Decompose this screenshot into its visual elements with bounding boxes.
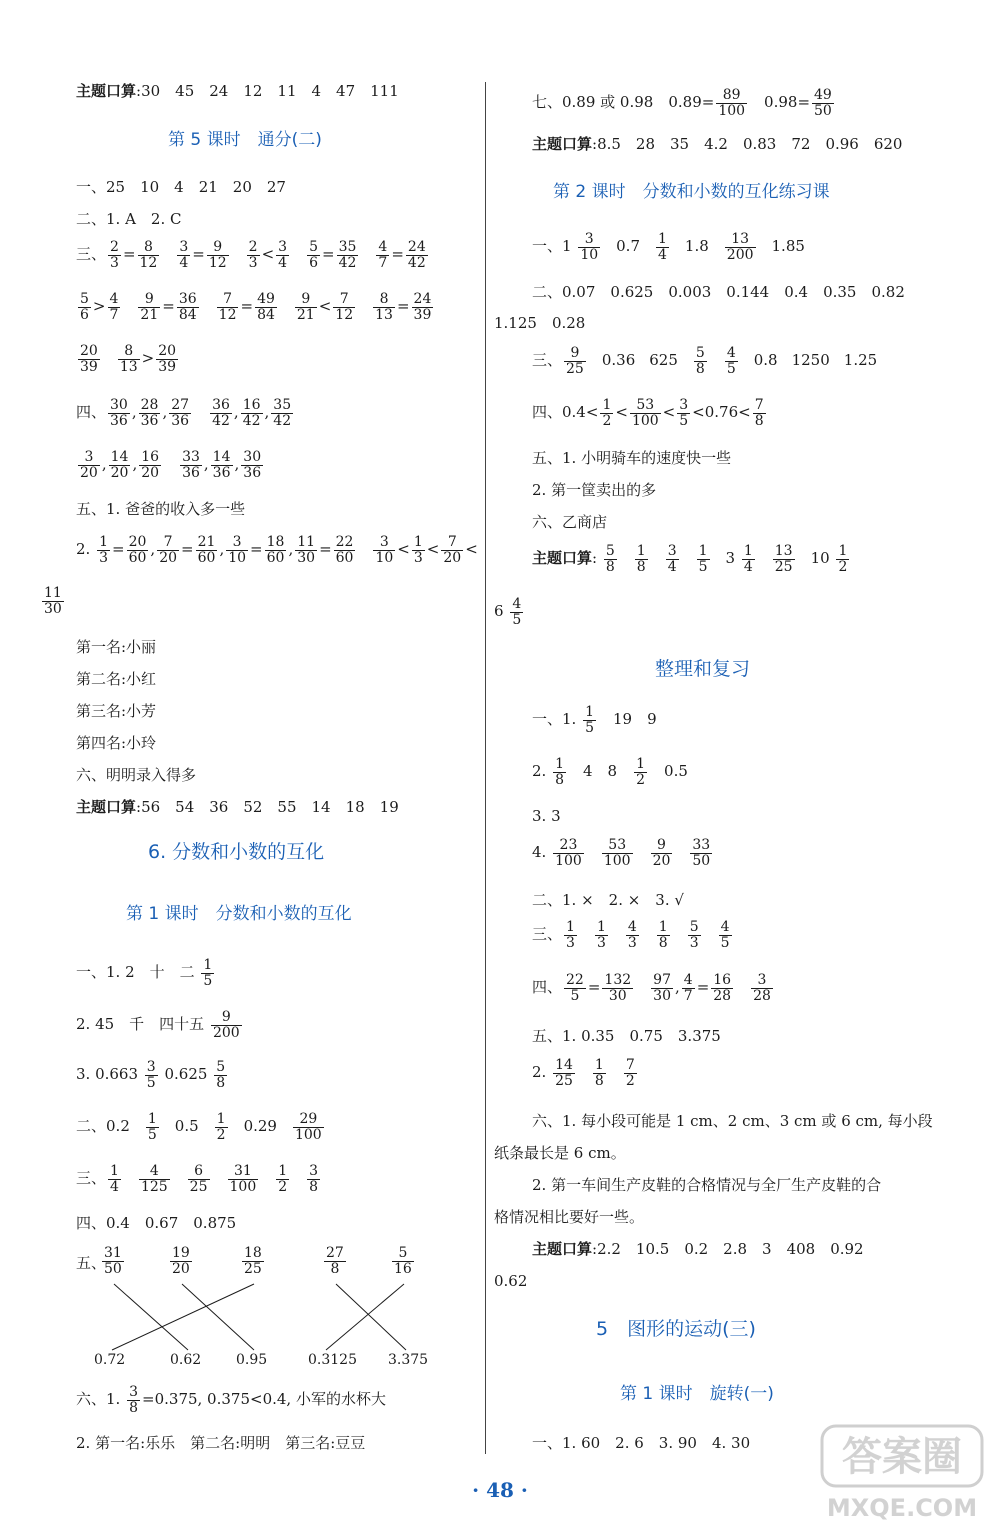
u6-q6-2: 2. 第一名:乐乐 第二名:明明 第三名:豆豆 bbox=[76, 1434, 366, 1452]
lesson2-heading: 第 2 课时 分数和小数的互化练习课 bbox=[553, 182, 830, 202]
l2-q6: 六、乙商店 bbox=[532, 513, 608, 531]
l2-q5-2: 2. 第一筐卖出的多 bbox=[532, 481, 657, 499]
rv-q5-2 bbox=[532, 1058, 639, 1088]
match-top-fraction: 18 25 bbox=[244, 1245, 262, 1277]
text: < bbox=[662, 403, 676, 422]
fraction: $\frac{36}{84}$ bbox=[178, 291, 197, 323]
fraction: $\frac{4}{7}$ bbox=[378, 239, 388, 271]
fraction: $\frac{3}{20}$ bbox=[80, 449, 98, 481]
rv-q4 bbox=[532, 973, 775, 1003]
u6-q4: 四、0.4 0.67 0.875 bbox=[76, 1214, 237, 1232]
fraction: $\frac{35}{42}$ bbox=[273, 397, 292, 429]
fraction: $\frac{7}{20}$ bbox=[443, 534, 462, 566]
text: , bbox=[203, 455, 209, 474]
fraction: $\frac{7}{8}$ bbox=[754, 397, 764, 429]
oral-calc-4-tail bbox=[494, 597, 525, 627]
fraction: $\frac{22}{60}$ bbox=[335, 534, 354, 566]
text: , bbox=[674, 978, 680, 997]
unit6-heading: 6. 分数和小数的互化 bbox=[148, 841, 325, 863]
fraction: $\frac{31}{100}$ bbox=[229, 1163, 257, 1195]
fraction: $\frac{53}{100}$ bbox=[603, 837, 631, 869]
watermark-url: MXQE.COM bbox=[826, 1494, 978, 1522]
text: = bbox=[587, 978, 601, 997]
match-line bbox=[182, 1284, 254, 1350]
match-top-fraction: 31 50 bbox=[104, 1245, 122, 1277]
fraction: $\frac{97}{30}$ bbox=[653, 972, 671, 1004]
fraction: $\frac{28}{36}$ bbox=[140, 397, 159, 429]
u6-q6-1 bbox=[76, 1385, 386, 1415]
fraction: $\frac{1}{2}$ bbox=[278, 1163, 288, 1195]
fraction: $\frac{7}{2}$ bbox=[625, 1057, 635, 1089]
text: 四、 bbox=[76, 403, 107, 422]
text: 七、0.89 或 0.98 0.89= bbox=[532, 93, 715, 112]
text: > bbox=[92, 297, 106, 316]
rv-q6-2-cont: 格情况相比要好一些。 bbox=[494, 1208, 645, 1226]
text: 1.25 bbox=[843, 351, 878, 370]
fraction: $\frac{49}{84}$ bbox=[257, 291, 275, 323]
fraction: $\frac{5}{8}$ bbox=[605, 543, 615, 575]
match-top-fraction: 27 8 bbox=[326, 1245, 344, 1277]
fraction: $\frac{29}{100}$ bbox=[294, 1111, 322, 1143]
u6-q1-1 bbox=[76, 958, 216, 988]
rv-q3 bbox=[532, 920, 734, 950]
text: , bbox=[264, 403, 270, 422]
watermark-logo bbox=[812, 1418, 992, 1528]
text: = bbox=[122, 245, 136, 264]
fraction: $\frac{9}{25}$ bbox=[566, 345, 584, 377]
fraction: $\frac{1}{4}$ bbox=[658, 231, 667, 263]
unit5-heading: 5 图形的运动(三) bbox=[596, 1318, 756, 1340]
text: 1.8 bbox=[684, 237, 709, 256]
text: 19 9 bbox=[598, 710, 657, 729]
text: 4. bbox=[532, 843, 552, 862]
text: 0.5 bbox=[649, 762, 688, 781]
fraction: $\frac{9}{12}$ bbox=[208, 239, 227, 271]
text: 三、 bbox=[76, 245, 107, 264]
fraction: $\frac{24}{42}$ bbox=[407, 239, 426, 271]
text: 0.29 bbox=[243, 1117, 277, 1136]
fraction: $\frac{1}{4}$ bbox=[743, 543, 753, 575]
text: 六、1. bbox=[76, 1390, 126, 1409]
l2-q4 bbox=[532, 398, 768, 428]
fraction: $\frac{3}{4}$ bbox=[667, 543, 677, 575]
text: 三、 bbox=[532, 351, 563, 370]
fraction: $\frac{3}{5}$ bbox=[146, 1059, 156, 1091]
fraction: $\frac{7}{12}$ bbox=[218, 291, 237, 323]
fraction: $\frac{8}{12}$ bbox=[139, 239, 158, 271]
fraction: $\frac{14}{20}$ bbox=[110, 449, 129, 481]
text: , bbox=[233, 403, 239, 422]
fraction: $\frac{3}{8}$ bbox=[309, 1163, 319, 1195]
q3-row3 bbox=[76, 344, 180, 374]
text: > bbox=[141, 349, 155, 368]
fraction: $\frac{1}{8}$ bbox=[636, 543, 646, 575]
fraction: $\frac{36}{42}$ bbox=[212, 397, 230, 429]
text: 2. bbox=[76, 540, 96, 559]
q7 bbox=[532, 88, 836, 118]
text: < bbox=[261, 245, 275, 264]
fraction: $\frac{1}{3}$ bbox=[596, 919, 606, 951]
rv-q6-2: 2. 第一车间生产皮鞋的合格情况与全厂生产皮鞋的合 bbox=[532, 1176, 882, 1194]
mixed-number: 6 $\frac{4}{5}$ bbox=[494, 596, 522, 628]
u6-q5-label: 五、 bbox=[76, 1254, 107, 1272]
text: 二、 bbox=[76, 1117, 107, 1136]
match-bottom-decimal: 3.375 bbox=[388, 1352, 429, 1368]
fraction: $\frac{89}{100}$ bbox=[718, 87, 746, 119]
oral-calc-5: 主题口算:2.2 10.5 0.2 2.8 3 408 0.92 bbox=[532, 1240, 864, 1258]
watermark-text: 答案圈 bbox=[842, 1434, 962, 1480]
fraction: $\frac{14}{25}$ bbox=[555, 1057, 573, 1089]
fraction: $\frac{18}{60}$ bbox=[266, 534, 285, 566]
fraction: $\frac{30}{36}$ bbox=[110, 397, 128, 429]
u6-q2 bbox=[76, 1112, 326, 1142]
match-bottom-decimal: 0.3125 bbox=[308, 1352, 357, 1368]
matching-diagram bbox=[90, 1246, 450, 1376]
oral-calc-1: 主题口算:30 45 24 12 11 4 47 111 bbox=[76, 82, 399, 100]
text: = bbox=[322, 245, 335, 264]
q6: 六、明明录入得多 bbox=[76, 766, 197, 784]
text: , bbox=[132, 455, 138, 474]
text: 0.625 bbox=[159, 1065, 213, 1084]
text: 三、 bbox=[532, 925, 563, 944]
match-line bbox=[336, 1284, 406, 1350]
text: = bbox=[396, 297, 410, 316]
rotation-lesson-heading: 第 1 课时 旋转(一) bbox=[620, 1384, 774, 1404]
match-line bbox=[112, 1284, 254, 1350]
text: 4 8 bbox=[568, 762, 633, 781]
fraction: $\frac{11}{30}$ bbox=[44, 585, 62, 617]
q3-row2 bbox=[76, 292, 435, 322]
fraction: $\frac{6}{25}$ bbox=[189, 1163, 208, 1195]
fraction: $\frac{3}{10}$ bbox=[228, 534, 247, 566]
fraction: $\frac{16}{28}$ bbox=[713, 972, 732, 1004]
l2-q5-1: 五、1. 小明骑车的速度快一些 bbox=[532, 449, 732, 467]
fraction: $\frac{8}{13}$ bbox=[375, 291, 393, 323]
fraction: $\frac{2}{3}$ bbox=[110, 239, 119, 271]
text: 625 bbox=[649, 351, 678, 370]
fraction: $\frac{7}{12}$ bbox=[335, 291, 354, 323]
text: 四、0.4< bbox=[532, 403, 599, 422]
fraction: $\frac{3}{4}$ bbox=[179, 239, 189, 271]
q1: 一、25 10 4 21 20 27 bbox=[76, 178, 286, 196]
text: = bbox=[696, 978, 710, 997]
u6-q1-2 bbox=[76, 1010, 244, 1040]
fraction: $\frac{8}{13}$ bbox=[119, 343, 138, 375]
text: , bbox=[219, 540, 225, 559]
fraction: $\frac{1}{2}$ bbox=[216, 1111, 226, 1143]
text: 2. 45 千 四十五 bbox=[76, 1015, 209, 1034]
match-top-fraction: 5 16 bbox=[394, 1245, 412, 1277]
fraction: $\frac{4}{125}$ bbox=[140, 1163, 168, 1195]
fraction: $\frac{21}{60}$ bbox=[197, 534, 216, 566]
fraction: $\frac{3}{10}$ bbox=[580, 231, 599, 263]
fraction: $\frac{13}{200}$ bbox=[726, 231, 754, 263]
fraction: $\frac{5}{3}$ bbox=[689, 919, 699, 951]
fraction: $\frac{3}{10}$ bbox=[375, 534, 394, 566]
u6-q1-3 bbox=[76, 1060, 229, 1090]
fraction: $\frac{33}{50}$ bbox=[692, 837, 711, 869]
fraction: $\frac{1}{8}$ bbox=[658, 919, 668, 951]
text: 0.36 bbox=[601, 351, 636, 370]
fraction: $\frac{3}{28}$ bbox=[753, 972, 771, 1004]
rank-1: 第一名:小丽 bbox=[76, 638, 157, 656]
rv-q1-4 bbox=[532, 838, 714, 868]
text: 1.85 bbox=[771, 237, 805, 256]
text: 2. bbox=[532, 762, 552, 781]
text: 三、 bbox=[76, 1169, 107, 1188]
text: , bbox=[288, 540, 294, 559]
fraction: $\frac{1}{5}$ bbox=[585, 704, 595, 736]
page-number: · 48 · bbox=[472, 1478, 528, 1502]
review-heading: 整理和复习 bbox=[655, 658, 751, 680]
rank-4: 第四名:小玲 bbox=[76, 734, 157, 752]
rv-q1-3: 3. 3 bbox=[532, 807, 561, 825]
fraction: $\frac{9}{21}$ bbox=[140, 291, 159, 323]
fraction: $\frac{30}{36}$ bbox=[243, 449, 262, 481]
fraction: $\frac{35}{42}$ bbox=[338, 239, 357, 271]
fraction: $\frac{4}{5}$ bbox=[512, 596, 522, 628]
q3-row1 bbox=[76, 240, 430, 270]
l2-q1 bbox=[532, 232, 805, 262]
text: 一、1. bbox=[532, 710, 582, 729]
fraction: $\frac{20}{39}$ bbox=[80, 343, 98, 375]
text: = bbox=[181, 540, 194, 559]
text bbox=[163, 455, 178, 473]
text: < bbox=[465, 540, 478, 559]
fraction: $\frac{11}{30}$ bbox=[297, 534, 316, 566]
fraction: $\frac{13}{25}$ bbox=[774, 543, 793, 575]
text: 0.7 bbox=[616, 237, 640, 256]
lesson5-heading: 第 5 课时 通分(二) bbox=[168, 130, 322, 150]
rank-3: 第三名:小芳 bbox=[76, 702, 157, 720]
text: = bbox=[192, 245, 205, 264]
text: 一、1. 2 十 二 bbox=[76, 963, 200, 982]
fraction: $\frac{2}{3}$ bbox=[248, 239, 258, 271]
mixed-number: 10 $\frac{1}{2}$ bbox=[810, 543, 848, 575]
fraction: $\frac{7}{20}$ bbox=[159, 534, 178, 566]
fraction: $\frac{132}{30}$ bbox=[604, 972, 632, 1004]
fraction: $\frac{1}{5}$ bbox=[698, 543, 708, 575]
text: , bbox=[131, 403, 137, 422]
text: < bbox=[426, 540, 440, 559]
fraction: $\frac{5}{6}$ bbox=[309, 239, 319, 271]
rot-q1: 一、1. 60 2. 6 3. 90 4. 30 bbox=[532, 1434, 751, 1452]
text: = bbox=[391, 245, 404, 264]
oral-calc-4 bbox=[532, 544, 851, 574]
text: <0.76< bbox=[692, 403, 751, 422]
fraction: $\frac{3}{8}$ bbox=[129, 1384, 139, 1416]
fraction: $\frac{1}{3}$ bbox=[566, 919, 575, 951]
fraction: $\frac{14}{36}$ bbox=[212, 449, 231, 481]
text: 2. bbox=[532, 1063, 552, 1082]
fraction: $\frac{4}{7}$ bbox=[683, 972, 693, 1004]
text: 0.8 bbox=[753, 351, 778, 370]
fraction: $\frac{53}{100}$ bbox=[631, 397, 659, 429]
match-top-fraction: 19 20 bbox=[172, 1245, 190, 1277]
text: , bbox=[162, 403, 168, 422]
fraction: $\frac{33}{36}$ bbox=[182, 449, 200, 481]
l2-q3 bbox=[532, 346, 877, 376]
oral-calc-3: 主题口算:8.5 28 35 4.2 0.83 72 0.96 620 bbox=[532, 135, 903, 153]
q4-row2 bbox=[76, 450, 265, 480]
text: = bbox=[240, 297, 254, 316]
text: , bbox=[101, 455, 107, 474]
rv-q1-2 bbox=[532, 757, 688, 787]
fraction: $\frac{4}{3}$ bbox=[627, 919, 637, 951]
text: 0.5 bbox=[174, 1117, 199, 1136]
q2: 二、1. A 2. C bbox=[76, 210, 182, 228]
mixed-number: 3 $\frac{1}{4}$ bbox=[725, 543, 753, 575]
rank-2: 第二名:小红 bbox=[76, 670, 157, 688]
match-bottom-decimal: 0.72 bbox=[94, 1352, 126, 1368]
fraction: $\frac{20}{60}$ bbox=[128, 534, 147, 566]
rv-q5-1: 五、1. 0.35 0.75 3.375 bbox=[532, 1027, 721, 1045]
lesson1-heading: 第 1 课时 分数和小数的互化 bbox=[126, 904, 352, 924]
text: 主题口算: bbox=[532, 549, 602, 568]
fraction: $\frac{1}{5}$ bbox=[203, 957, 213, 989]
text: 0.98= bbox=[749, 93, 811, 112]
fraction: $\frac{16}{20}$ bbox=[141, 449, 160, 481]
text: =0.375, 0.375<0.4, 小军的水杯大 bbox=[142, 1390, 386, 1409]
rv-q6-1-cont: 纸条最长是 6 cm。 bbox=[494, 1144, 626, 1162]
fraction: $\frac{5}{6}$ bbox=[80, 291, 89, 323]
fraction: $\frac{5}{8}$ bbox=[695, 345, 705, 377]
text: , bbox=[234, 455, 240, 474]
fraction: $\frac{1}{2}$ bbox=[602, 397, 612, 429]
l2-q2-cont: 1.125 0.28 bbox=[494, 314, 586, 332]
q5-2 bbox=[76, 535, 478, 565]
fraction: $\frac{16}{42}$ bbox=[242, 397, 261, 429]
text: < bbox=[318, 297, 332, 316]
fraction: $\frac{4}{5}$ bbox=[720, 919, 730, 951]
fraction: $\frac{1}{5}$ bbox=[147, 1111, 157, 1143]
column-divider bbox=[485, 82, 486, 1454]
text: 四、 bbox=[532, 978, 563, 997]
text: = bbox=[319, 540, 332, 559]
fraction: $\frac{1}{2}$ bbox=[838, 543, 848, 575]
match-line bbox=[114, 1284, 188, 1350]
text: = bbox=[250, 540, 263, 559]
q5-2-tail bbox=[40, 586, 66, 616]
text: 0.2 bbox=[106, 1117, 130, 1136]
oral-calc-2: 主题口算:56 54 36 52 55 14 18 19 bbox=[76, 798, 399, 816]
match-line bbox=[326, 1284, 404, 1350]
fraction: $\frac{4}{7}$ bbox=[109, 291, 119, 323]
text: 3. 0.663 bbox=[76, 1065, 143, 1084]
fraction: $\frac{3}{4}$ bbox=[278, 239, 288, 271]
text: , bbox=[150, 540, 156, 559]
text: 1250 bbox=[791, 351, 830, 370]
text bbox=[193, 403, 208, 421]
q5-1: 五、1. 爸爸的收入多一些 bbox=[76, 500, 246, 518]
fraction: $\frac{5}{8}$ bbox=[216, 1059, 226, 1091]
fraction: $\frac{23}{100}$ bbox=[555, 837, 582, 869]
fraction: $\frac{9}{21}$ bbox=[296, 291, 315, 323]
fraction: $\frac{1}{8}$ bbox=[594, 1057, 604, 1089]
fraction: $\frac{9}{20}$ bbox=[652, 837, 671, 869]
fraction: $\frac{1}{2}$ bbox=[636, 756, 646, 788]
fraction: $\frac{22}{5}$ bbox=[566, 972, 584, 1004]
match-bottom-decimal: 0.62 bbox=[170, 1352, 202, 1368]
fraction: $\frac{3}{5}$ bbox=[679, 397, 689, 429]
l2-q2: 二、0.07 0.625 0.003 0.144 0.4 0.35 0.82 bbox=[532, 283, 905, 301]
match-bottom-decimal: 0.95 bbox=[236, 1352, 268, 1368]
fraction: $\frac{1}{3}$ bbox=[413, 534, 423, 566]
fraction: $\frac{1}{4}$ bbox=[110, 1163, 119, 1195]
fraction: $\frac{1}{8}$ bbox=[555, 756, 565, 788]
u6-q3 bbox=[76, 1164, 322, 1194]
rv-q6-1: 六、1. 每小段可能是 1 cm、2 cm、3 cm 或 6 cm, 每小段 bbox=[532, 1112, 933, 1130]
fraction: $\frac{20}{39}$ bbox=[158, 343, 177, 375]
text: = bbox=[112, 540, 125, 559]
fraction: $\frac{4}{5}$ bbox=[726, 345, 736, 377]
q4-row1 bbox=[76, 398, 295, 428]
rv-q2: 二、1. × 2. × 3. √ bbox=[532, 891, 684, 909]
fraction: $\frac{1}{3}$ bbox=[99, 534, 109, 566]
text: = bbox=[162, 297, 175, 316]
text: < bbox=[397, 540, 410, 559]
fraction: $\frac{9}{200}$ bbox=[212, 1009, 240, 1041]
text: 一、1 bbox=[532, 237, 577, 256]
rv-q1-1 bbox=[532, 705, 657, 735]
fraction: $\frac{49}{50}$ bbox=[814, 87, 832, 119]
text: < bbox=[615, 403, 628, 422]
fraction: $\frac{24}{39}$ bbox=[413, 291, 432, 323]
oral-calc-5-cont: 0.62 bbox=[494, 1272, 528, 1290]
fraction: $\frac{27}{36}$ bbox=[171, 397, 190, 429]
